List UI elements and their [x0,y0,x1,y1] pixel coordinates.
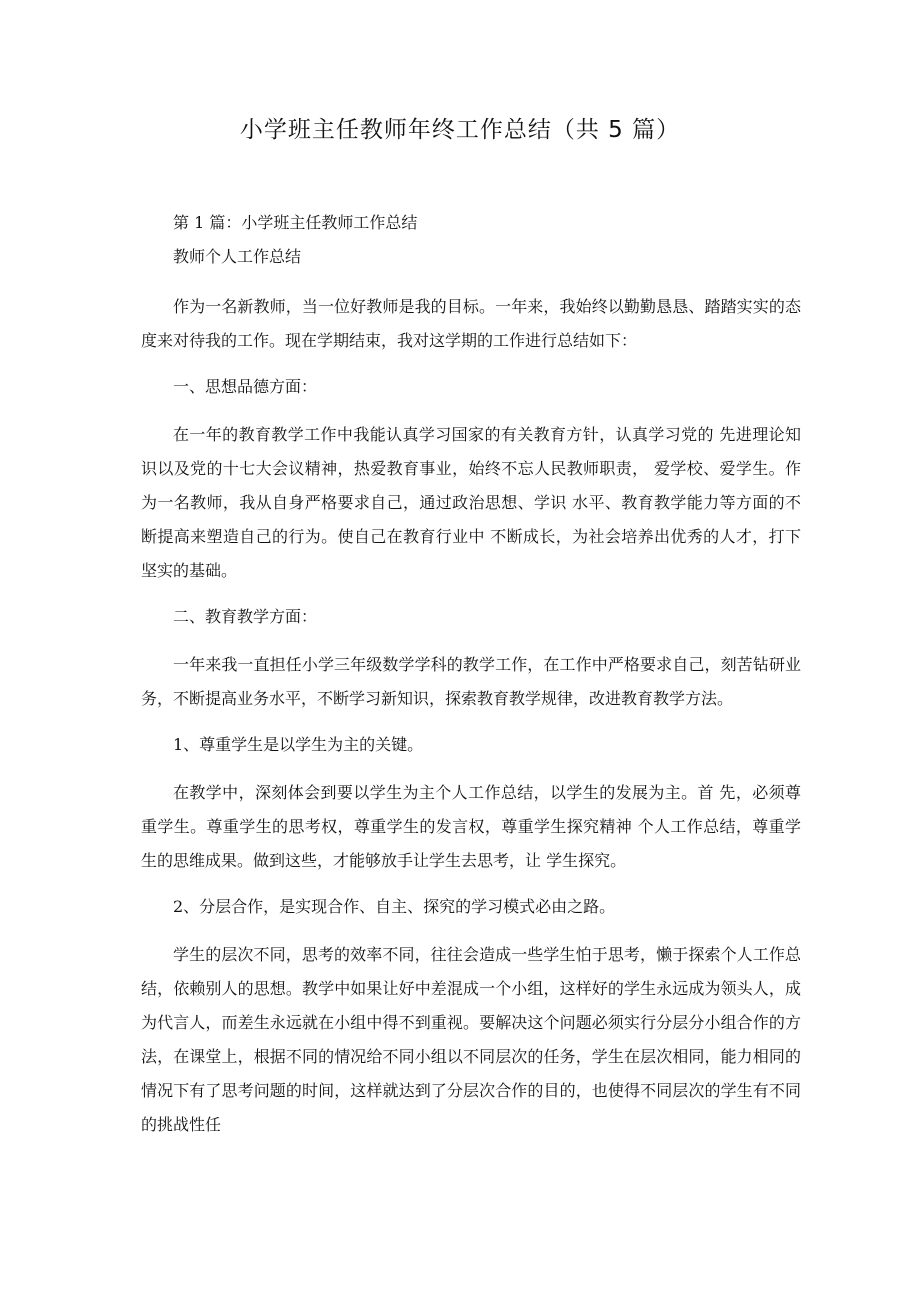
section-heading-teaching: 二、教育教学方面： [173,607,318,626]
point-heading-cooperation: 2、分层合作，是实现合作、自主、探究的学习模式必由之路。 [173,897,616,916]
paragraph-teaching: 一年来我一直担任小学三年级数学学科的教学工作，在工作中严格要求自己，刻苦钻研业务，不断提高业务水平，不断学习新知识，探索教育教学规律，改进教育教学方法。 [141,655,801,708]
paragraph-ideology: 在一年的教育教学工作中我能认真学习国家的有关教育方针，认真学习党的 先进理论知识以及党的十七大会议精神，热爱教育事业，始终不忘人民教师职责， 爱学校、爱学生。作为一名教师，我从自身严格要求自己，通过政治思想、学识 水平、教育教学能力等方面的不断提高来塑造自己的行为。使自己在教育行业中 不断成长，为社会培养出优秀的人才，打下坚实的基础。 [141,425,801,580]
paragraph-intro: 作为一名新教师，当一位好教师是我的目标。一年来，我始终以勤勤恳恳、踏踏实实的态度来对待我的工作。现在学期结束，我对这学期的工作进行总结如下： [141,297,801,350]
point-heading-respect: 1、尊重学生是以学生为主的关键。 [173,735,424,754]
document-title: 小学班主任教师年终工作总结（共 5 篇） [239,117,681,143]
paragraph-cooperation: 学生的层次不同，思考的效率不同，往往会造成一些学生怕于思考，懒于探索个人工作总结，依赖别人的思想。教学中如果让好中差混成一个小组，这样好的学生永远成为领头人，成为代言人，而差生永远就在小组中得不到重视。要解决这个问题必须实行分层分小组合作的方法，在课堂上，根据不同的情况给不同小组以不同层次的任务，学生在层次相同，能力相同的情况下有了思考问题的时间，这样就达到了分层次合作的目的，也使得不同层次的学生有不同的挑战性任 [141,945,801,1134]
chapter-heading: 第 1 篇：小学班主任教师工作总结 [173,213,418,232]
section-heading-ideology: 一、思想品德方面： [173,377,318,396]
paragraph-respect: 在教学中，深刻体会到要以学生为主个人工作总结，以学生的发展为主。首 先，必须尊重学生。尊重学生的思考权，尊重学生的发言权，尊重学生探究精神 个人工作总结，尊重学生的思维成果。做到这些，才能够放手让学生去思考，让 学生探究。 [141,783,801,870]
section-subtitle: 教师个人工作总结 [173,247,302,266]
document-body [141,206,801,1142]
